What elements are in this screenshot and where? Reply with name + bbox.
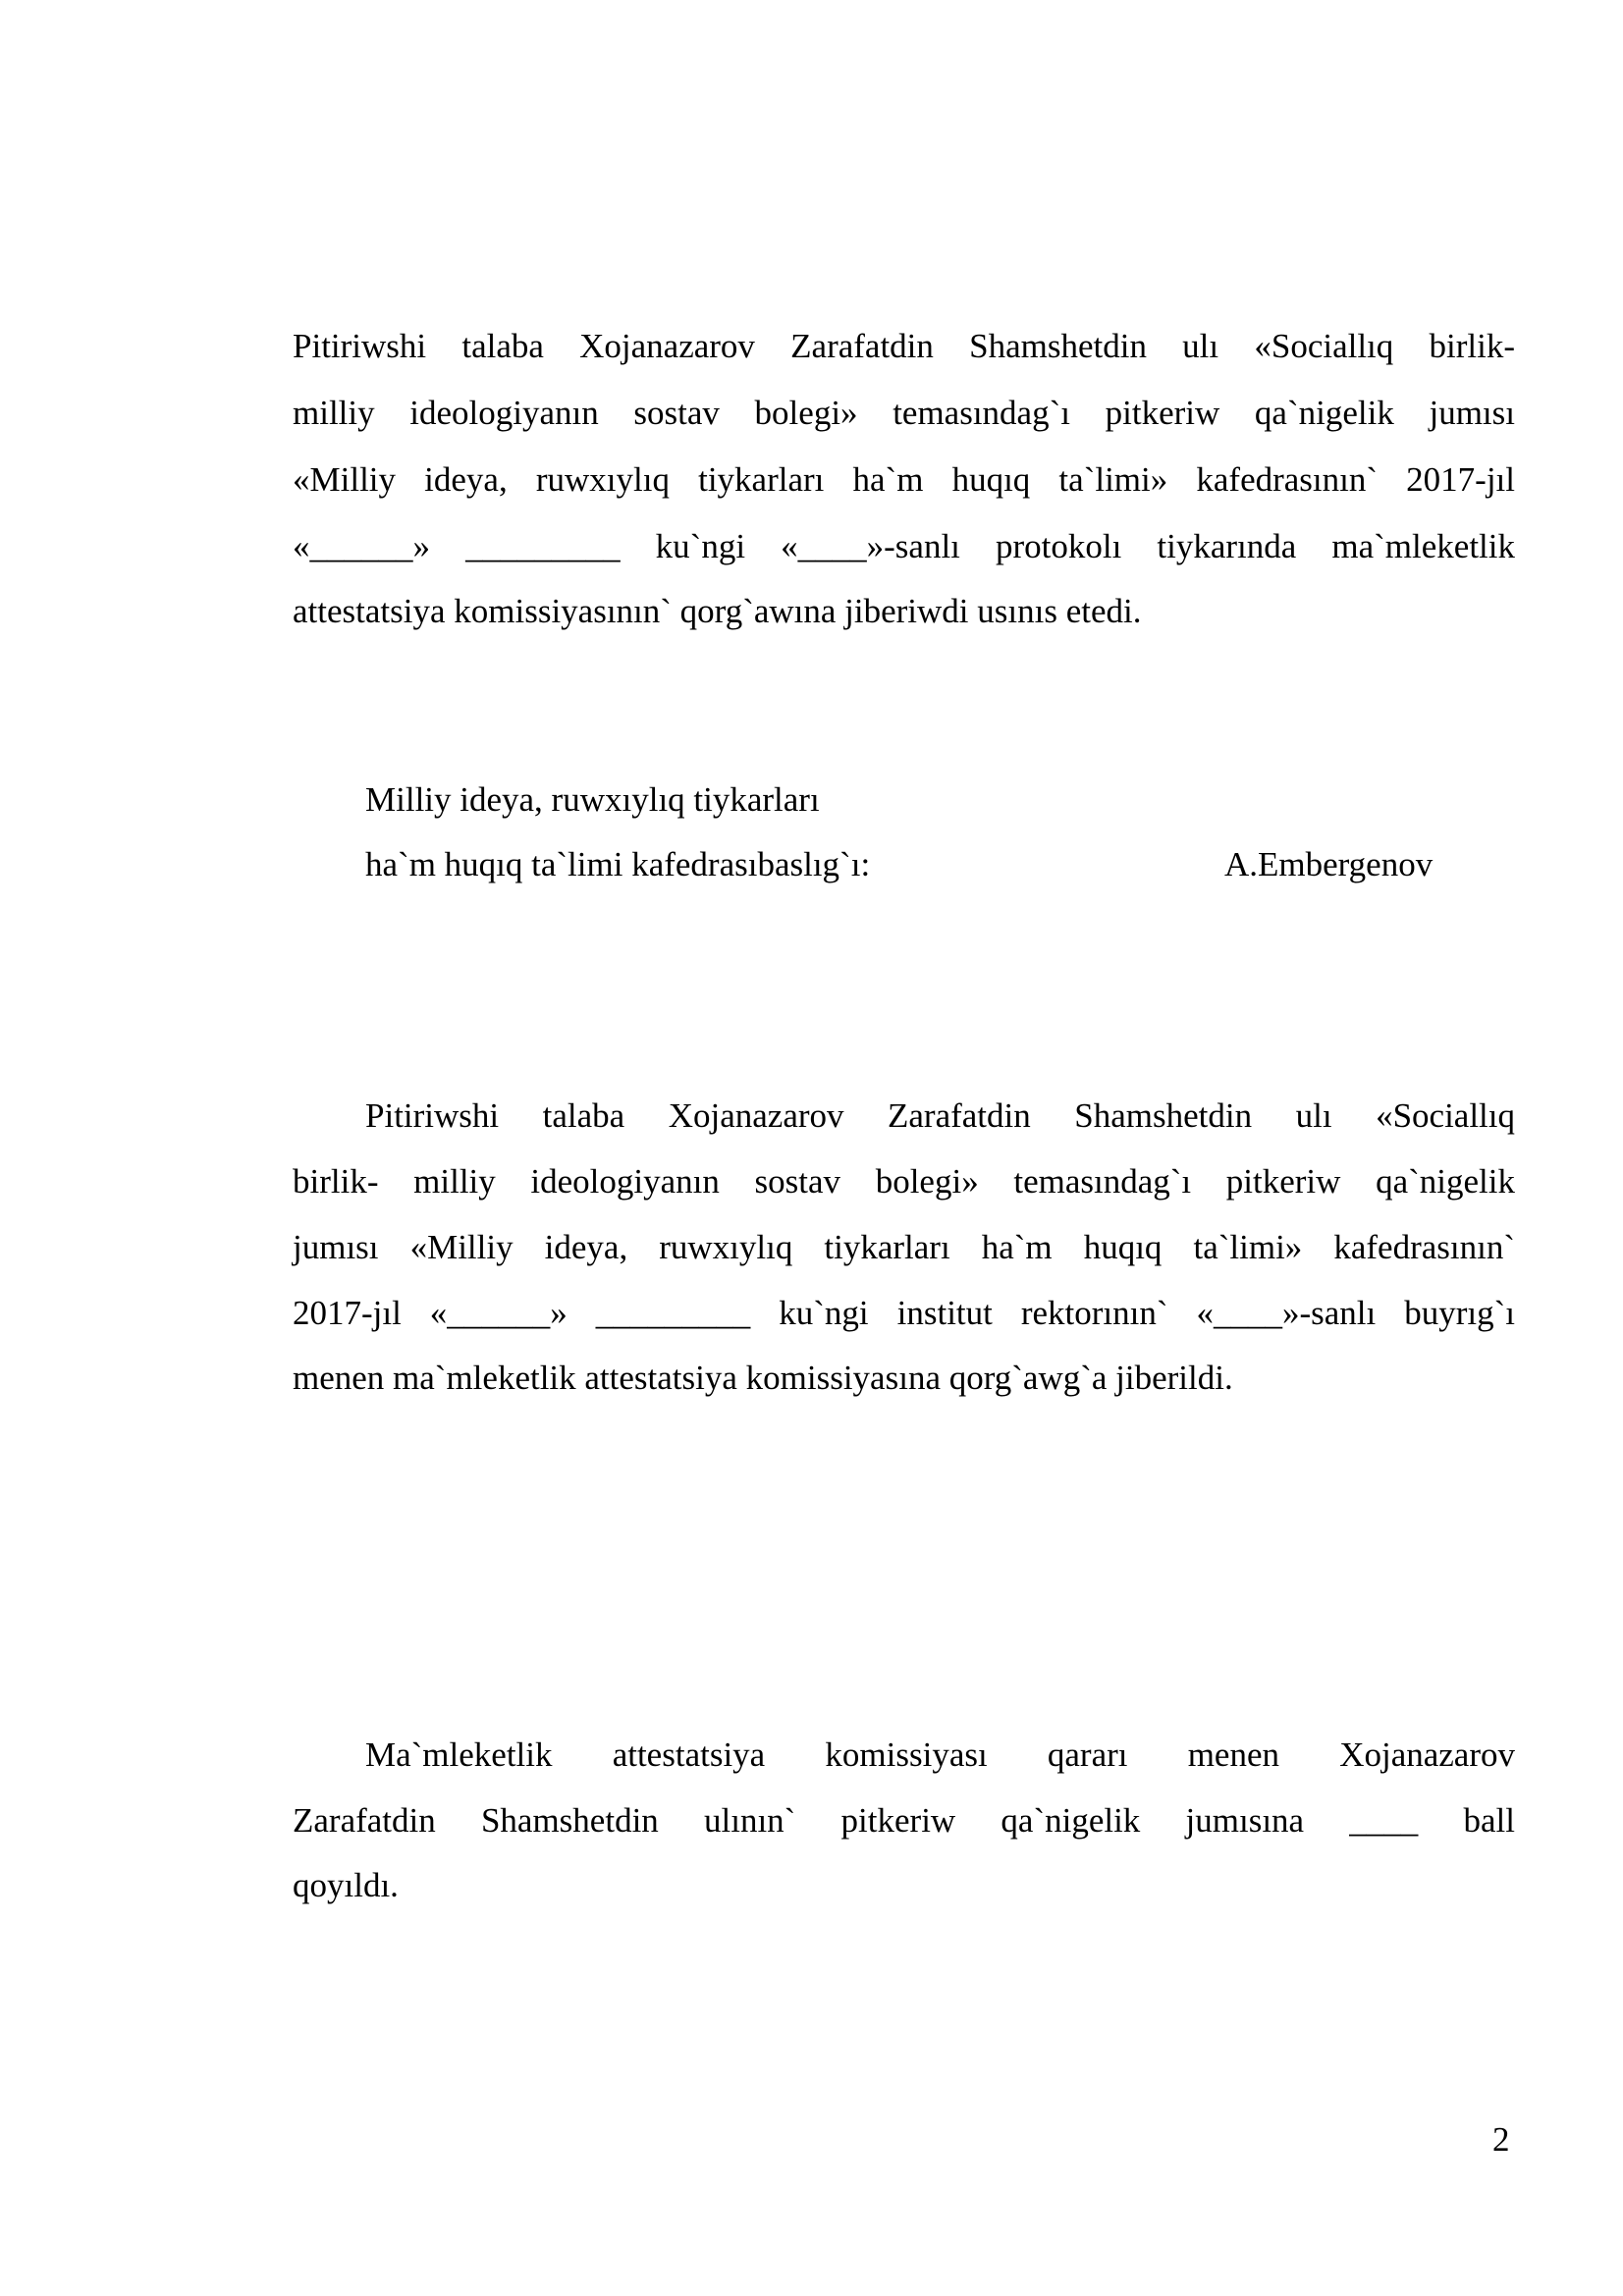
paragraph-line: menen ma`mleketlik attestatsiya komissiyasına qorg`awg`a jiberildi. [293, 1359, 1233, 1397]
paragraph-line: Ma`mleketlik attestatsiya komissiyası qararı menen Xojanazarov [365, 1735, 1515, 1774]
paragraph-line: Zarafatdin Shamshetdin ulının` pitkeriw qa`nigelik jumısına ____ ball [293, 1801, 1515, 1840]
paragraph-line: birlik- milliy ideologiyanın sostav bolegi» temasındag`ı pitkeriw qa`nigelik [293, 1162, 1515, 1201]
page-number: 2 [1492, 2120, 1510, 2159]
department-title-line: ha`m huqıq ta`limi kafedrasıbaslıg`ı: [365, 845, 871, 883]
paragraph-line: jumısı «Milliy ideya, ruwxıylıq tiykarları ha`m huqıq ta`limi» kafedrasının` [293, 1228, 1515, 1266]
signatory-name: A.Embergenov [1224, 845, 1434, 883]
paragraph-line: Pitiriwshi talaba Xojanazarov Zarafatdin Shamshetdin ulı «Sociallıq [365, 1096, 1515, 1135]
department-name-line: Milliy ideya, ruwxıylıq tiykarları [365, 780, 820, 819]
paragraph-line: qoyıldı. [293, 1866, 399, 1904]
paragraph-line: attestatsiya komissiyasının` qorg`awına jiberiwdi usınıs etedi. [293, 592, 1142, 630]
paragraph-line: milliy ideologiyanın sostav bolegi» temasındag`ı pitkeriw qa`nigelik jumısı [293, 394, 1515, 432]
paragraph-line: Pitiriwshi talaba Xojanazarov Zarafatdin Shamshetdin ulı «Sociallıq birlik- [293, 327, 1515, 365]
paragraph-line: 2017-jıl «______» _________ ku`ngi institut rektorının` «____»-sanlı buyrıg`ı [293, 1294, 1515, 1332]
paragraph-line: «______» _________ ku`ngi «____»-sanlı protokolı tiykarında ma`mleketlik [293, 527, 1515, 565]
paragraph-line: «Milliy ideya, ruwxıylıq tiykarları ha`m huqıq ta`limi» kafedrasının` 2017-jıl [293, 460, 1515, 499]
